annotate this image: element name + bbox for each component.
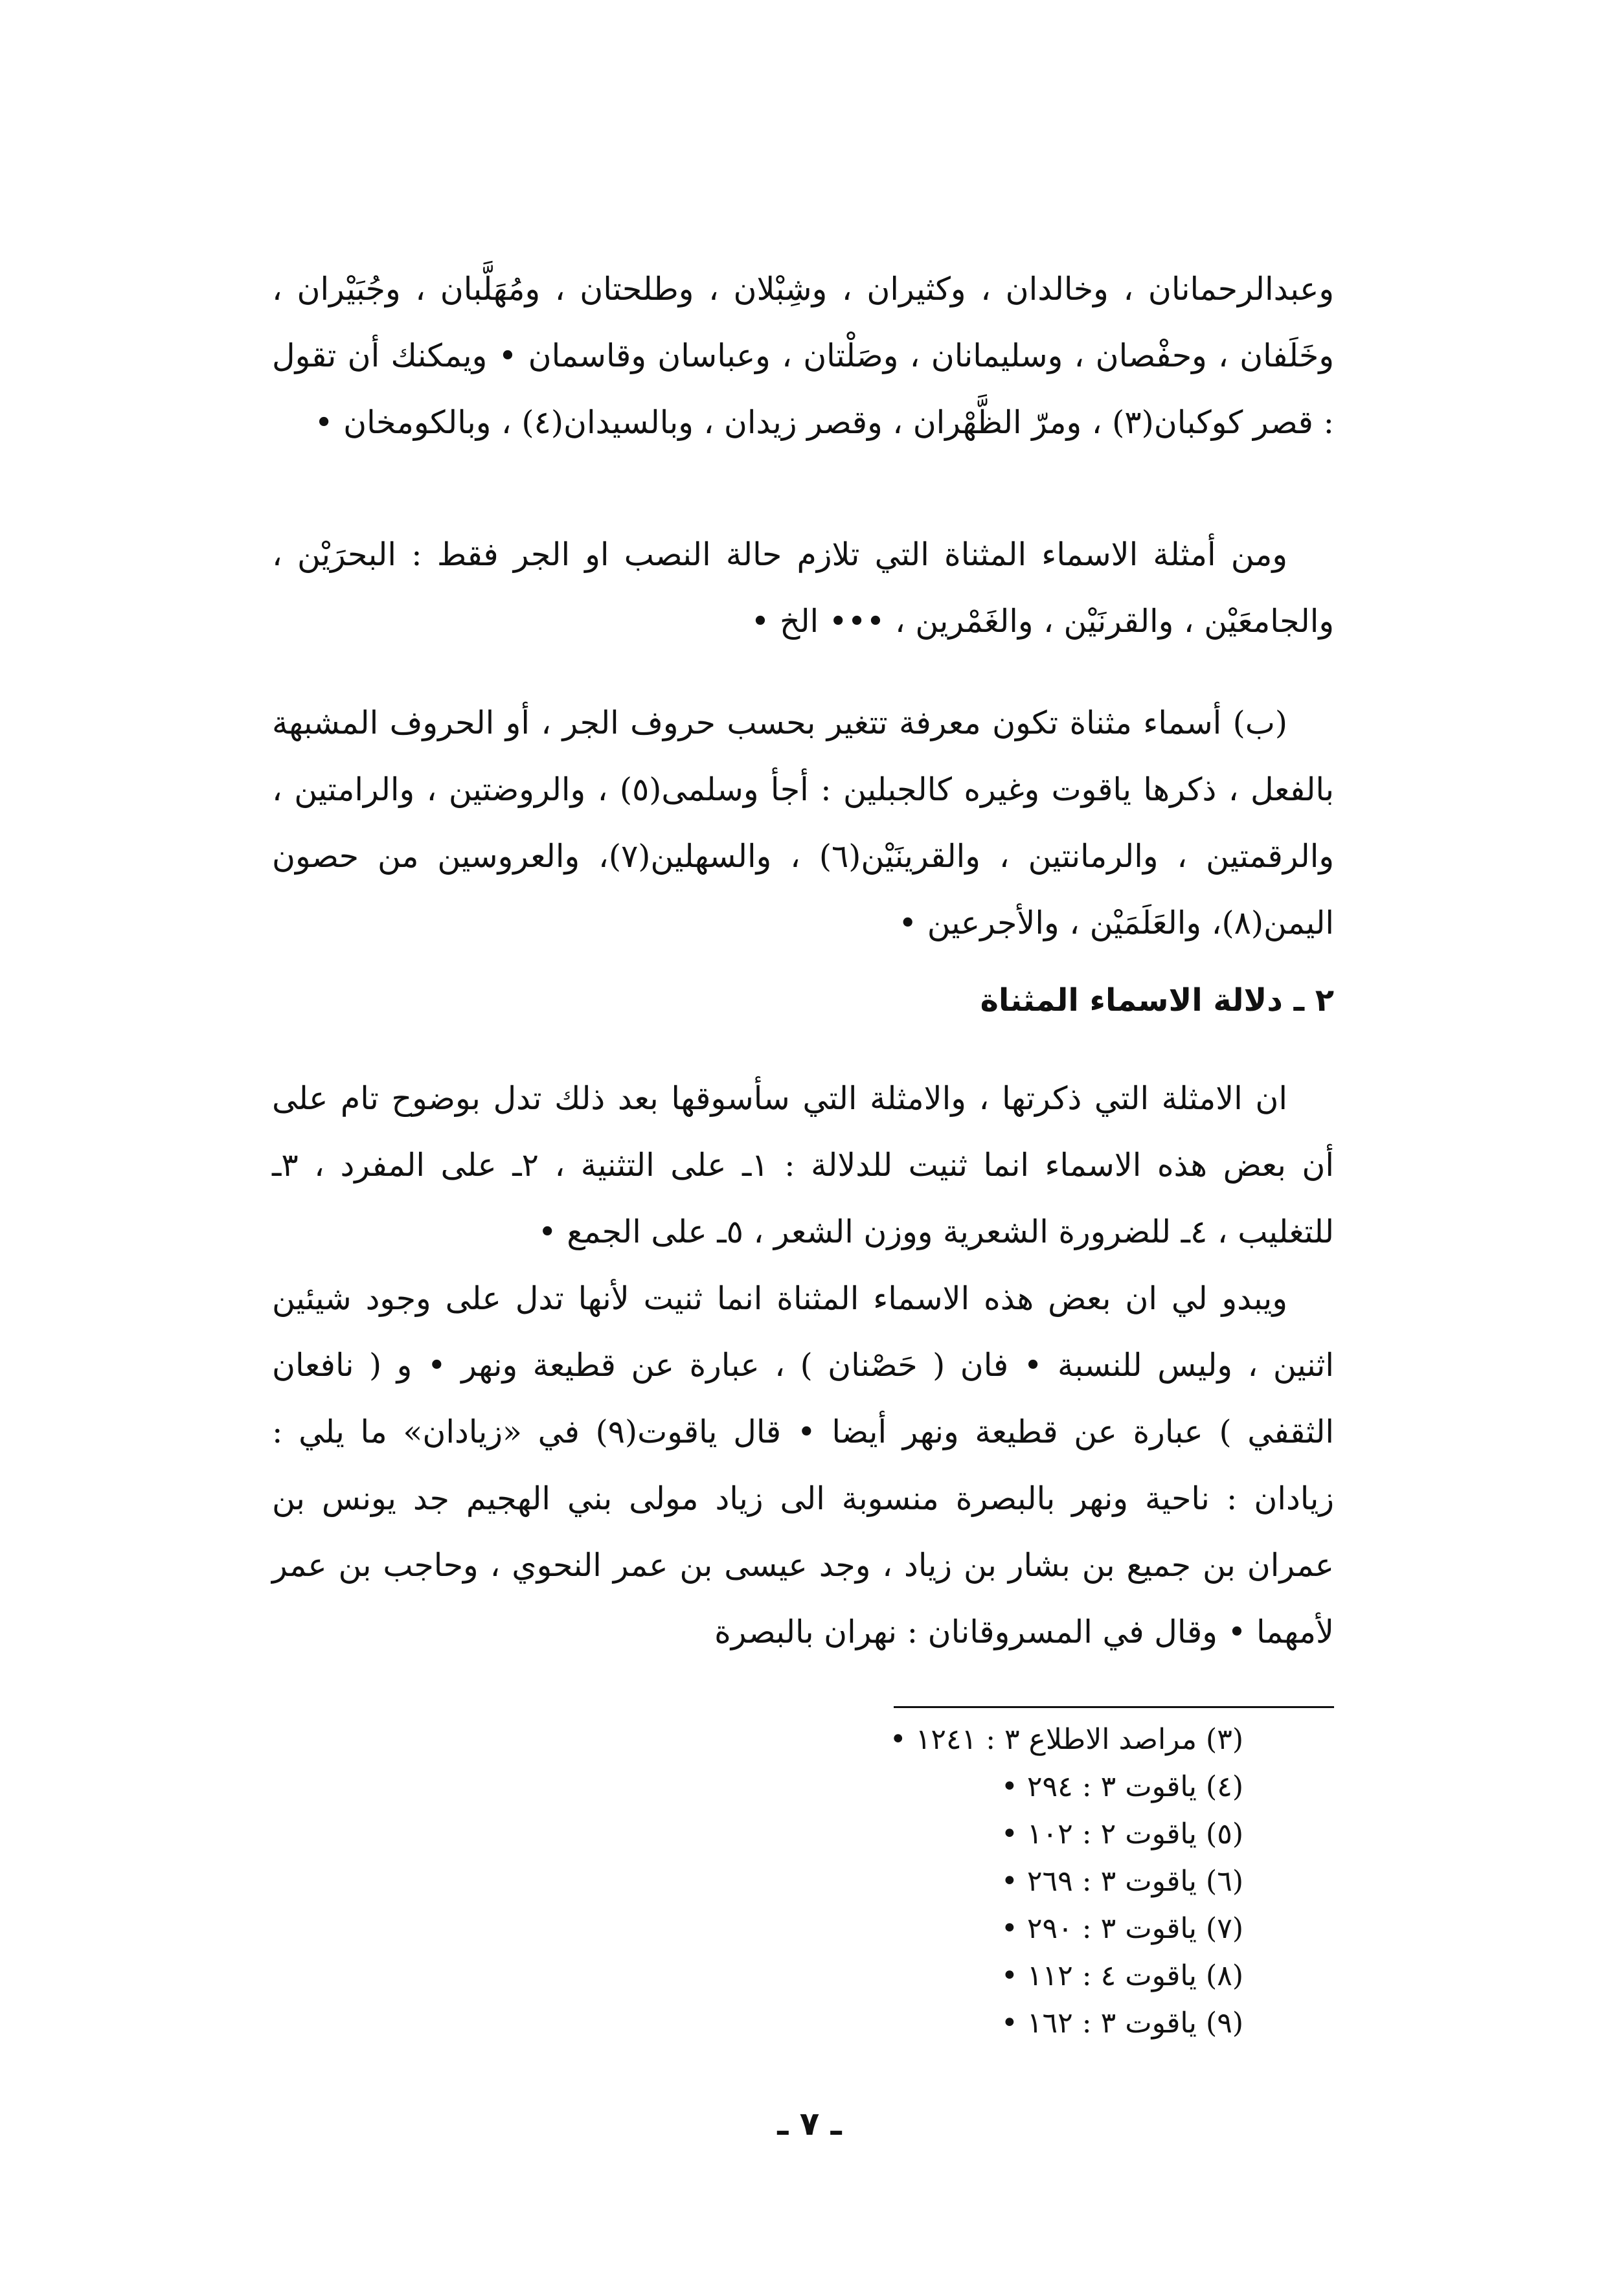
footnote-item: (٥) ياقوت ٢ : ١٠٢ • <box>1001 1818 1243 1851</box>
footnote-divider <box>894 1706 1334 1708</box>
footnotes-list <box>712 1716 1243 2047</box>
paragraph-two-things: ويبدو لي ان بعض هذه الاسماء المثناة انما ثنيت لأنها تدل على وجود شيئين اثنين ، وليس للنسبة • فان ( حَصْنان ) ، عبارة عن قطيعة ونهر • و ( نافعان الثقفي ) عبارة عن قطيعة ونهر أيضا • قال ياقوت(٩) في «زيادان» ما يلي : زيادان : ناحية ونهر بالبصرة منسوبة الى زياد مولى بني الهجيم جد يونس بن عمران بن جميع بن بشار بن زياد ، وجد عيسى بن عمر النحوي ، وحاجب بن عمر لأمهما • وقال في المسروقانان : نهران بالبصرة <box>272 1280 1334 1650</box>
section-body <box>272 1065 1334 1665</box>
footnote-item: (٦) ياقوت ٣ : ٢٦٩ • <box>1001 1865 1243 1898</box>
page-number: ـ ٧ ـ <box>777 2105 842 2143</box>
section-heading: ٢ ـ دلالة الاسماء المثناة <box>980 982 1334 1019</box>
footnote-item: (٧) ياقوت ٣ : ٢٩٠ • <box>1001 1912 1243 1945</box>
paragraph-definite-dual-names: (ب) أسماء مثناة تكون معرفة تتغير بحسب حروف الجر ، أو الحروف المشبهة بالفعل ، ذكرها ياقوت وغيره كالجبلين : أجأ وسلمى(٥) ، والروضتين ، والرامتين ، والرقمتين ، والرمانتين ، والقرينَيْن(٦) ، والسهلين(٧)، والعروسين من حصون اليمن(٨)، والعَلَمَيْن ، والأجرعين • <box>272 704 1334 941</box>
paragraph-dual-names-list: وعبدالرحمانان ، وخالدان ، وكثيران ، وشِبْلان ، وطلحتان ، ومُهَلَّبان ، وجُبَيْران ، وخَلَفان ، وحفْصان ، وسليمانان ، وصَلْتان ، وعباسان وقاسمان • ويمكنك أن تقول : قصر كوكبان(٣) ، ومرّ الظَّهْران ، وقصر زيدان ، وبالسيدان(٤) ، وبالكومخان • <box>272 271 1334 441</box>
footnote-item: (٤) ياقوت ٣ : ٢٩٤ • <box>1001 1770 1243 1803</box>
paragraph-meaning-of-dual: ان الامثلة التي ذكرتها ، والامثلة التي سأسوقها بعد ذلك تدل بوضوح تام على أن بعض هذه الاسماء انما ثنيت للدلالة : ١ـ على التثنية ، ٢ـ على المفرد ، ٣ـ للتغليب ، ٤ـ للضرورة الشعرية ووزن الشعر ، ٥ـ على الجمع • <box>272 1080 1334 1250</box>
footnote-item: (٣) مراصد الاطلاع ٣ : ١٢٤١ • <box>889 1723 1243 1756</box>
footnote-item: (٩) ياقوت ٣ : ١٦٢ • <box>1001 2007 1243 2040</box>
footnote-item: (٨) ياقوت ٤ : ١١٢ • <box>1001 1959 1243 1992</box>
paragraph-accusative-genitive-examples: ومن أمثلة الاسماء المثناة التي تلازم حالة النصب او الجر فقط : البحرَيْن ، والجامعَيْن ، والقرنَيْن ، والغَمْرين ، ••• الخ • <box>272 536 1334 640</box>
